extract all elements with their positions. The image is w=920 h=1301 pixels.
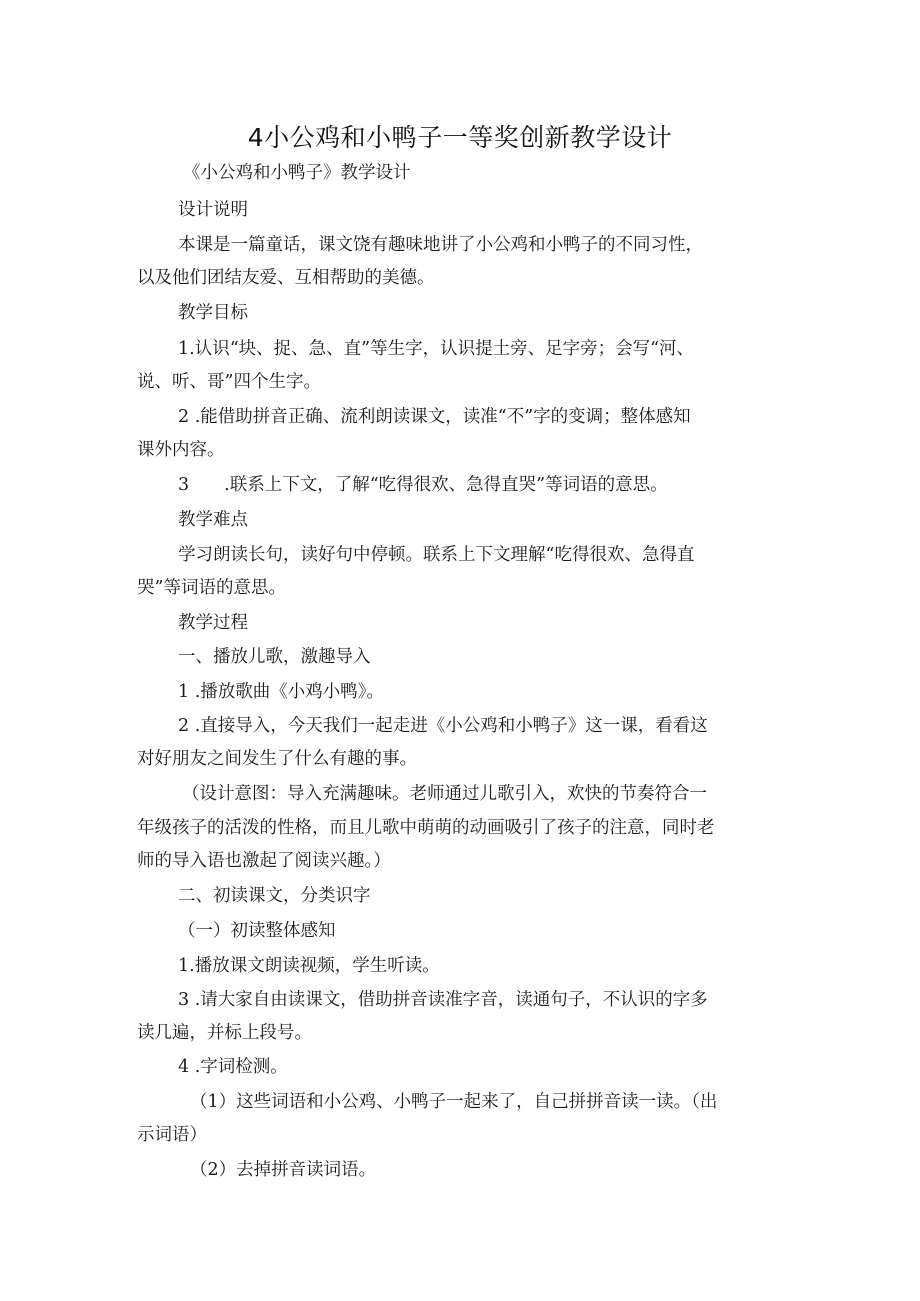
paragraph-line: 对好朋友之间发生了什么有趣的事。 [137, 749, 417, 769]
paragraph-line: 2 .能借助拼音正确、流利朗读课文，读准“不”字的变调；整体感知 [178, 407, 691, 427]
subtitle-line: 《小公鸡和小鸭子》教学设计 [183, 163, 411, 183]
paragraph-line: 年级孩子的活泼的性格，而且儿歌中萌萌的动画吸引了孩子的注意，同时老 [137, 818, 715, 838]
document-title: 4小公鸡和小鸭子一等奖创新教学设计 [247, 123, 673, 152]
paragraph-line: 2 .直接导入，今天我们一起走进《小公鸡和小鸭子》这一课，看看这 [178, 716, 708, 736]
paragraph-line: 本课是一篇童话，课文饶有趣味地讲了小公鸡和小鸭子的不同习性， [178, 235, 703, 255]
section-heading: 一、播放儿歌，激趣导入 [178, 647, 371, 667]
paragraph-line: （2）去掉拼音读词语。 [190, 1160, 377, 1180]
paragraph-line: （设计意图：导入充满趣味。老师通过儿歌引入，欢快的节奏符合一 [182, 784, 707, 804]
paragraph-line: 课外内容。 [137, 440, 225, 460]
section-heading: 教学过程 [178, 613, 248, 633]
paragraph-line: 读几遍，并标上段号。 [137, 1023, 312, 1043]
section-heading: 教学目标 [178, 303, 248, 323]
paragraph-line: 以及他们团结友爱、互相帮助的美德。 [137, 268, 435, 288]
paragraph-line: 示词语） [137, 1125, 207, 1145]
paragraph-line: 哭”等词语的意思。 [137, 578, 286, 598]
section-heading: 二、初读课文，分类识字 [178, 886, 371, 906]
section-heading: 设计说明 [178, 200, 248, 220]
section-heading: （一）初读整体感知 [178, 921, 336, 941]
paragraph-line: （1）这些词语和小公鸡、小鸭子一起来了，自己拼拼音读一读。（出 [190, 1092, 718, 1112]
paragraph-line: 3 .请大家自由读课文，借助拼音读准字音，读通句子，不认识的字多 [178, 990, 708, 1010]
paragraph-line: 1.认识“块、捉、急、直”等生字，认识提土旁、足字旁；会写“河、 [178, 339, 695, 359]
paragraph-line: 师的导入语也激起了阅读兴趣。） [137, 851, 391, 871]
paragraph-line: 3 .联系上下文，了解“吃得很欢、急得直哭”等词语的意思。 [178, 475, 668, 495]
paragraph-line: 4 .字词检测。 [178, 1057, 288, 1077]
paragraph-line: 学习朗读长句，读好句中停顿。联系上下文理解“吃得很欢、急得直 [178, 545, 695, 565]
paragraph-line: 说、听、哥”四个生字。 [137, 372, 321, 392]
section-heading: 教学难点 [178, 510, 248, 530]
paragraph-line: 1 .播放歌曲《小鸡小鸭》。 [178, 682, 385, 702]
paragraph-line: 1.播放课文朗读视频，学生听读。 [178, 956, 440, 976]
